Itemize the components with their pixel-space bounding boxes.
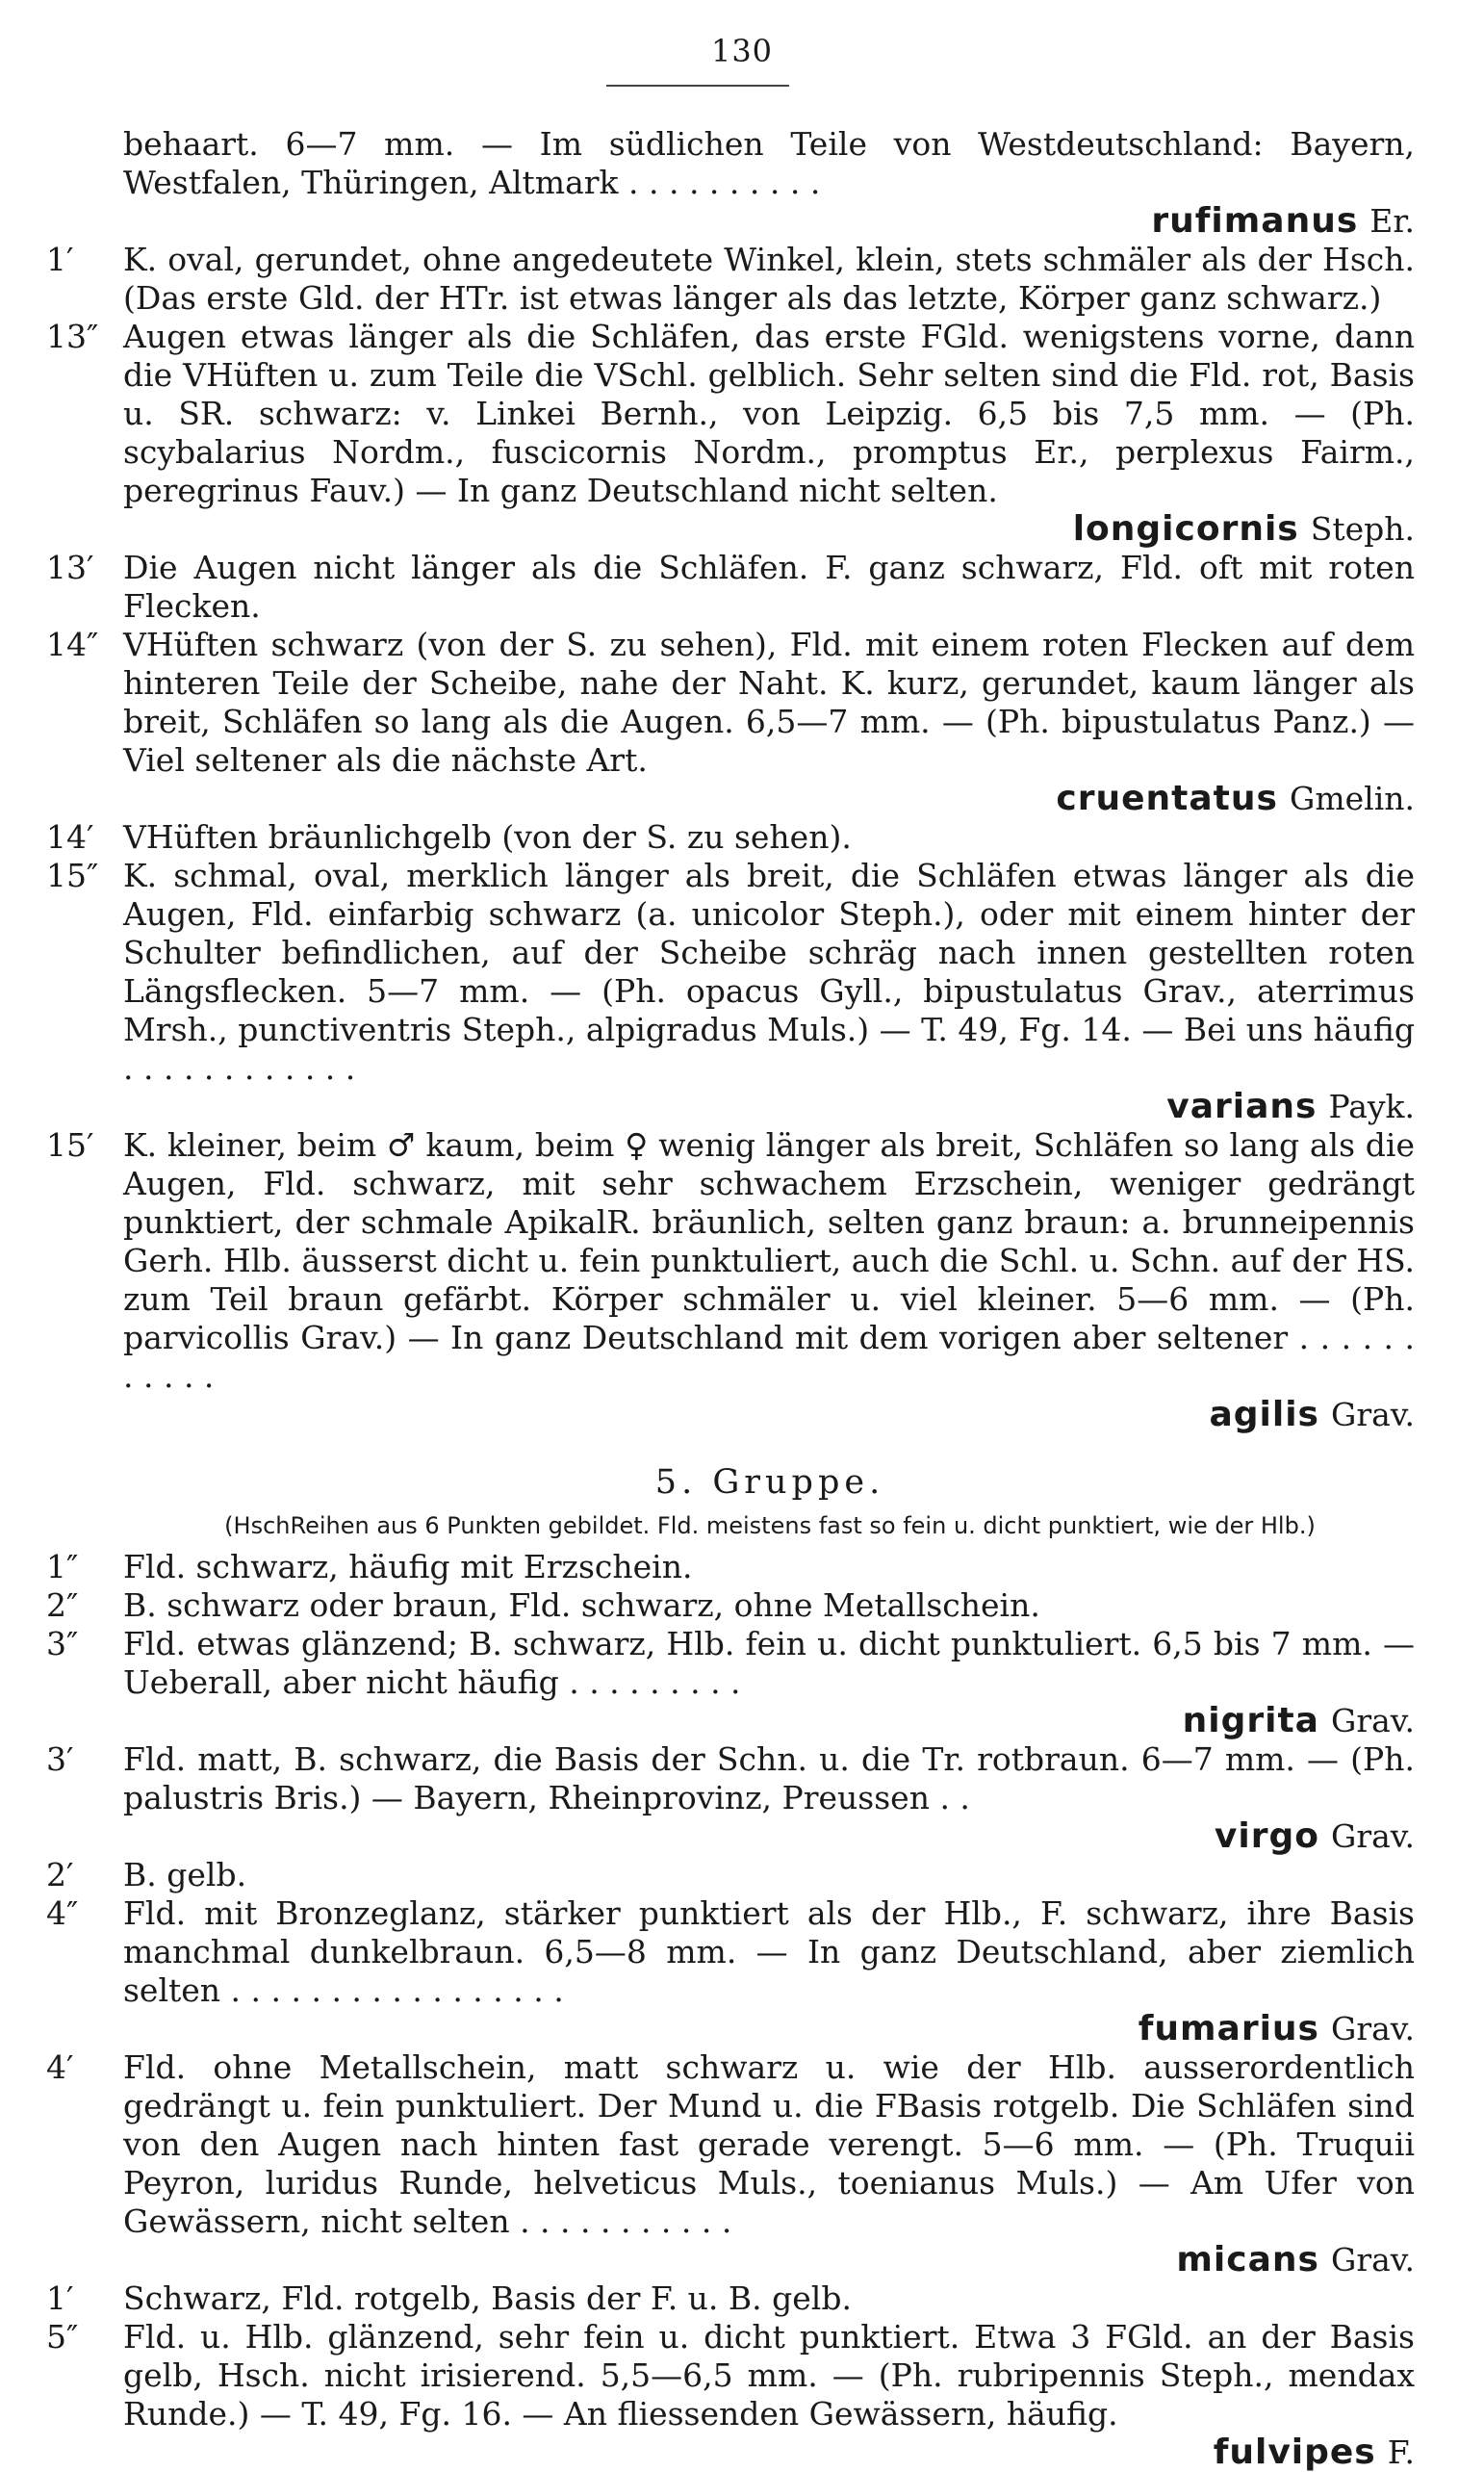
species-label <box>123 2433 1415 2472</box>
couplet-text: K. oval, gerundet, ohne angedeutete Winkel, klein, stets schmäler als der Hsch. (Das erste Gld. der HTr. ist etwas länger als das letzte, Körper ganz schwarz.) <box>123 241 1415 317</box>
species-label <box>123 510 1415 549</box>
key-couplet <box>46 818 1415 857</box>
couplet-text: Fld. etwas glänzend; B. schwarz, Hlb. fein u. dicht punktuliert. 6,5 bis 7 mm. — Ueberall, aber nicht häufig . . . . . . . . . <box>123 1625 1415 1701</box>
couplet-text: Fld. u. Hlb. glänzend, sehr fein u. dicht punktiert. Etwa 3 FGld. an der Basis gelb, Hsch. nicht irisierend. 5,5—6,5 mm. — (Ph. rubripennis Steph., mendax Runde.) — T. 49, Fg. 16. — An fliessenden Gewässern, häufig. <box>123 2318 1415 2433</box>
species-name: fulvipes <box>1213 2433 1376 2472</box>
key-couplet <box>46 241 1415 318</box>
couplet-text: Augen etwas länger als die Schläfen, das erste FGld. wenigstens vorne, dann die VHüften u. zum Teile die VSchl. gelblich. Sehr selten sind die Fld. rot, Basis u. SR. schwarz: v. Linkei Bernh., von Leipzig. 6,5 bis 7,5 mm. — (Ph. scybalarius Nordm., fuscicornis Nordm., promptus Er., perplexus Fairm., peregrinus Fauv.) — In ganz Deutschland nicht selten. <box>123 318 1415 509</box>
species-author: Grav. <box>1330 2241 1415 2279</box>
couplet-text: behaart. 6—7 mm. — Im südlichen Teile von Westdeutschland: Bayern, Westfalen, Thüringen, Altmark . . . . . . . . . . <box>123 125 1415 201</box>
species-label <box>123 1702 1415 1740</box>
key-text <box>46 125 1415 2472</box>
couplet-number: 3″ <box>46 1625 79 1662</box>
species-name: cruentatus <box>1056 779 1278 818</box>
couplet-text-block <box>123 818 1415 857</box>
couplet-number: 13′ <box>46 549 94 586</box>
couplet-text-block <box>123 2279 1415 2318</box>
couplet-text: K. schmal, oval, merklich länger als breit, die Schläfen etwas länger als die Augen, Fld. einfarbig schwarz (a. unicolor Steph.), oder mit einem hinter der Schulter befindlichen, auf der Scheibe schräg nach innen gestellten roten Längsflecken. 5—7 mm. — (Ph. opacus Gyll., bipustulatus Grav., aterrimus Mrsh., punctiventris Steph., alpigradus Muls.) — T. 49, Fg. 14. — Bei uns häufig . . . . . . . . . . . . <box>123 857 1415 1087</box>
couplet-number: 1′ <box>46 2279 74 2317</box>
species-author: Grav. <box>1330 1702 1415 1739</box>
couplet-number: 14′ <box>46 818 94 856</box>
key-couplet <box>46 1740 1415 1856</box>
couplet-number: 4″ <box>46 1894 79 1932</box>
couplet-text: VHüften schwarz (von der S. zu sehen), Fld. mit einem roten Flecken auf dem hinteren Teile der Scheibe, nahe der Naht. K. kurz, gerundet, kaum länger als breit, Schläfen so lang als die Augen. 6,5—7 mm. — (Ph. bipustulatus Panz.) — Viel seltener als die nächste Art. <box>123 626 1415 779</box>
key-couplet <box>46 2279 1415 2318</box>
couplet-text-block <box>123 857 1415 1126</box>
couplet-number: 15″ <box>46 857 99 894</box>
key-couplet <box>46 549 1415 626</box>
couplet-number: 3′ <box>46 1740 74 1778</box>
species-label <box>123 2010 1415 2048</box>
species-label <box>123 1088 1415 1126</box>
species-author: Payk. <box>1328 1088 1415 1125</box>
species-name: fumarius <box>1138 2009 1319 2048</box>
group-heading: 5. Gruppe. <box>654 1463 885 1502</box>
couplet-text: Fld. ohne Metallschein, matt schwarz u. wie der Hlb. ausserordentlich gedrängt u. fein punktuliert. Der Mund u. die FBasis rotgelb. Die Schläfen sind von den Augen nach hinten fast gerade verengt. 5—6 mm. — (Ph. Truquii Peyron, luridus Runde, helveticus Muls., toenianus Muls.) — Am Ufer von Gewässern, nicht selten . . . . . . . . . . . <box>123 2048 1415 2240</box>
couplet-number: 1″ <box>46 1548 79 1585</box>
couplet-text: Fld. mit Bronzeglanz, stärker punktiert als der Hlb., F. schwarz, ihre Basis manchmal dunkelbraun. 6,5—8 mm. — In ganz Deutschland, aber ziemlich selten . . . . . . . . . . . . . . . . . <box>123 1894 1415 2009</box>
key-couplet <box>125 125 1415 241</box>
species-name: rufimanus <box>1151 201 1359 241</box>
couplet-text: B. gelb. <box>123 1856 247 1893</box>
couplet-number: 14″ <box>46 626 99 663</box>
key-couplet <box>46 626 1415 818</box>
couplet-text-block <box>123 2048 1415 2279</box>
couplet-text-block <box>123 549 1415 626</box>
species-name: micans <box>1176 2240 1319 2279</box>
key-section-lower <box>46 1548 1415 2472</box>
species-name: longicornis <box>1072 509 1299 549</box>
species-author: Steph. <box>1310 510 1415 548</box>
species-label <box>123 1817 1415 1856</box>
couplet-text-block <box>123 1586 1415 1625</box>
key-couplet <box>46 857 1415 1126</box>
key-couplet <box>46 1894 1415 2048</box>
couplet-number: 5″ <box>46 2318 79 2356</box>
couplet-number: 2′ <box>46 1856 74 1893</box>
couplet-text-block <box>123 1740 1415 1856</box>
group-subheading: (HschReihen aus 6 Punkten gebildet. Fld. meistens fast so fein u. dicht punktiert, wie der Hlb.) <box>224 1512 1316 1539</box>
couplet-number: 4′ <box>46 2048 74 2086</box>
couplet-text: B. schwarz oder braun, Fld. schwarz, ohne Metallschein. <box>123 1586 1040 1624</box>
species-label <box>123 1396 1415 1434</box>
couplet-text: Fld. matt, B. schwarz, die Basis der Schn. u. die Tr. rotbraun. 6—7 mm. — (Ph. palustris Bris.) — Bayern, Rheinprovinz, Preussen . . <box>123 1740 1415 1816</box>
species-author: Grav. <box>1330 2010 1415 2047</box>
species-name: nigrita <box>1182 1701 1319 1740</box>
couplet-text-block <box>123 125 1415 241</box>
couplet-text-block <box>123 1548 1415 1586</box>
couplet-text-block <box>123 1625 1415 1740</box>
species-label <box>123 780 1415 818</box>
species-label <box>123 202 1415 241</box>
couplet-text: K. kleiner, beim ♂ kaum, beim ♀ wenig länger als breit, Schläfen so lang als die Augen, Fld. schwarz, mit sehr schwachem Erzschein, weniger gedrängt punktiert, der schmale ApikalR. bräunlich, selten ganz braun: a. brunneipennis Gerh. Hlb. äusserst dicht u. fein punktuliert, auch die Schl. u. Schn. auf der HS. zum Teil braun gefärbt. Körper schmäler u. viel kleiner. 5—6 mm. — (Ph. parvicollis Grav.) — In ganz Deutschland mit dem vorigen aber seltener . . . . . . . . . . . <box>123 1126 1415 1395</box>
key-couplet <box>46 2048 1415 2279</box>
species-author: Gmelin. <box>1289 780 1415 817</box>
key-couplet <box>46 1586 1415 1625</box>
couplet-text: Fld. schwarz, häufig mit Erzschein. <box>123 1548 693 1585</box>
key-couplet <box>46 1625 1415 1740</box>
header-rule <box>606 85 789 87</box>
key-couplet <box>46 318 1415 549</box>
species-author: Grav. <box>1330 1396 1415 1433</box>
species-label <box>123 2241 1415 2279</box>
species-name: agilis <box>1209 1395 1319 1434</box>
couplet-text-block <box>123 241 1415 318</box>
couplet-number: 13″ <box>46 318 99 355</box>
couplet-text-block <box>123 2318 1415 2472</box>
couplet-text-block <box>123 1856 1415 1894</box>
couplet-text-block <box>123 1126 1415 1434</box>
species-author: Er. <box>1369 202 1415 240</box>
couplet-number: 2″ <box>46 1586 79 1624</box>
key-couplet <box>46 1548 1415 1586</box>
couplet-text: VHüften bräunlichgelb (von der S. zu sehen). <box>123 818 852 856</box>
key-couplet <box>46 1856 1415 1894</box>
couplet-text: Die Augen nicht länger als die Schläfen. F. ganz schwarz, Fld. oft mit roten Flecken. <box>123 549 1415 625</box>
species-author: F. <box>1387 2433 1415 2471</box>
couplet-text-block <box>123 1894 1415 2048</box>
key-section-upper <box>46 125 1415 1434</box>
couplet-number: 1′ <box>46 241 74 278</box>
couplet-text-block <box>123 318 1415 549</box>
couplet-text: Schwarz, Fld. rotgelb, Basis der F. u. B. gelb. <box>123 2279 852 2317</box>
key-couplet <box>46 1126 1415 1434</box>
couplet-number: 15′ <box>46 1126 94 1164</box>
couplet-text-block <box>123 626 1415 818</box>
species-name: virgo <box>1214 1816 1319 1856</box>
species-name: varians <box>1166 1087 1318 1126</box>
key-couplet <box>46 2318 1415 2472</box>
page-number: 130 <box>710 33 774 69</box>
species-author: Grav. <box>1330 1817 1415 1855</box>
